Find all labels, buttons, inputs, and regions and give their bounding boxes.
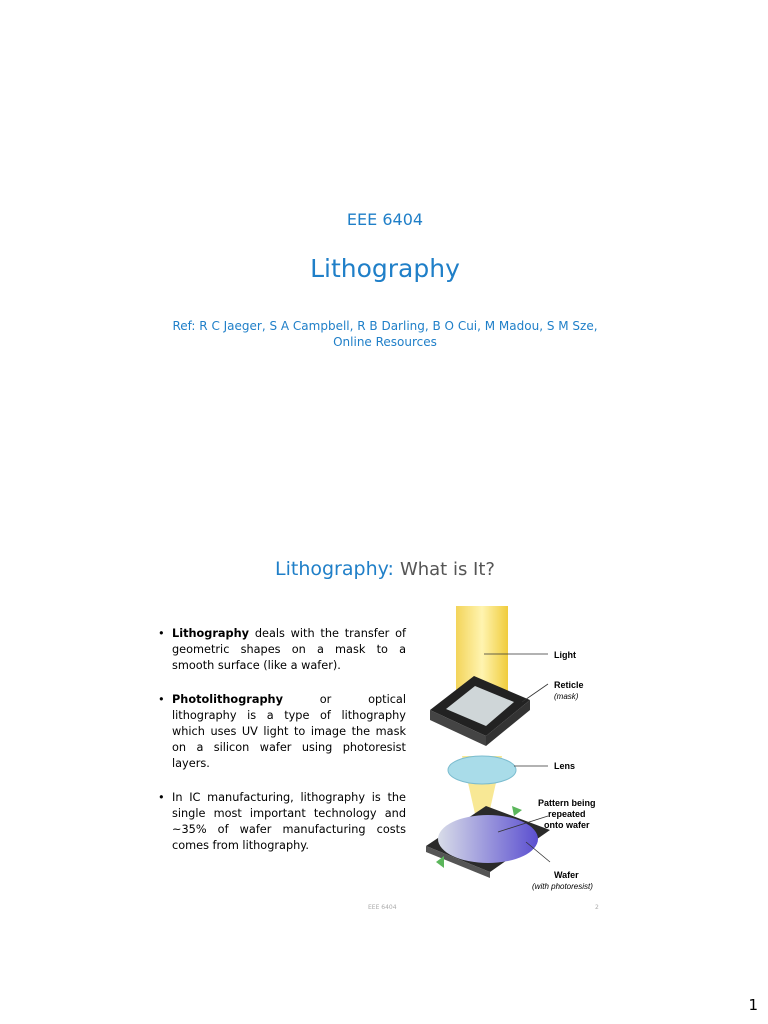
label-with-photoresist: (with photoresist) (532, 882, 593, 891)
bullet-text: In IC manufacturing, lithography is the single most important technology and ~35% of wafer manufacturing costs comes from lithography. (172, 791, 406, 852)
bullet-text: deals with the transfer of geometric shapes on a mask to a smooth surface (like a wafer). (172, 627, 406, 672)
slide2-footer-number: 2 (595, 904, 599, 911)
bullet-item (158, 626, 406, 674)
arrow-right-icon (512, 806, 522, 816)
bullet-list (158, 626, 406, 872)
bullet-text: or optical lithography is a type of lithography which uses UV light to image the mask on a silicon wafer using photoresist layers. (172, 693, 406, 770)
bullet-dot-icon: • (158, 693, 165, 706)
label-lens: Lens (554, 761, 576, 771)
references-line-1: Ref: R C Jaeger, S A Campbell, R B Darling, B O Cui, M Madou, S M Sze, (172, 319, 598, 333)
bullet-bold: Photolithography (172, 693, 283, 706)
leader-line (522, 684, 548, 702)
slide-title (140, 150, 630, 520)
label-pattern-3: onto wafer (544, 820, 590, 830)
page-number: 1 (748, 996, 758, 1014)
label-pattern-1: Pattern being (538, 798, 596, 808)
label-reticle: Reticle (554, 680, 584, 690)
bullet-dot-icon: • (158, 627, 165, 640)
bullet-item (158, 692, 406, 772)
slide2-footer-course: EEE 6404 (368, 904, 397, 911)
lens (448, 756, 516, 784)
slide-what-is-it (140, 548, 630, 918)
references (140, 318, 630, 350)
slide2-heading-main: Lithography: (275, 558, 394, 580)
lithography-diagram (426, 606, 626, 900)
slide-title-heading: Lithography (310, 254, 460, 283)
arrow-left-icon (436, 856, 444, 868)
bullet-bold: Lithography (172, 627, 250, 640)
course-code: EEE 6404 (346, 210, 424, 229)
bullet-item (158, 790, 406, 854)
wafer (438, 815, 538, 863)
slide2-heading (140, 558, 630, 580)
bullet-dot-icon: • (158, 791, 165, 804)
label-mask: (mask) (554, 692, 579, 701)
label-pattern-2: repeated (548, 809, 586, 819)
label-wafer: Wafer (554, 870, 579, 880)
references-line-2: Online Resources (333, 335, 437, 349)
label-light: Light (554, 650, 576, 660)
slide2-heading-sub: What is It? (399, 559, 495, 580)
